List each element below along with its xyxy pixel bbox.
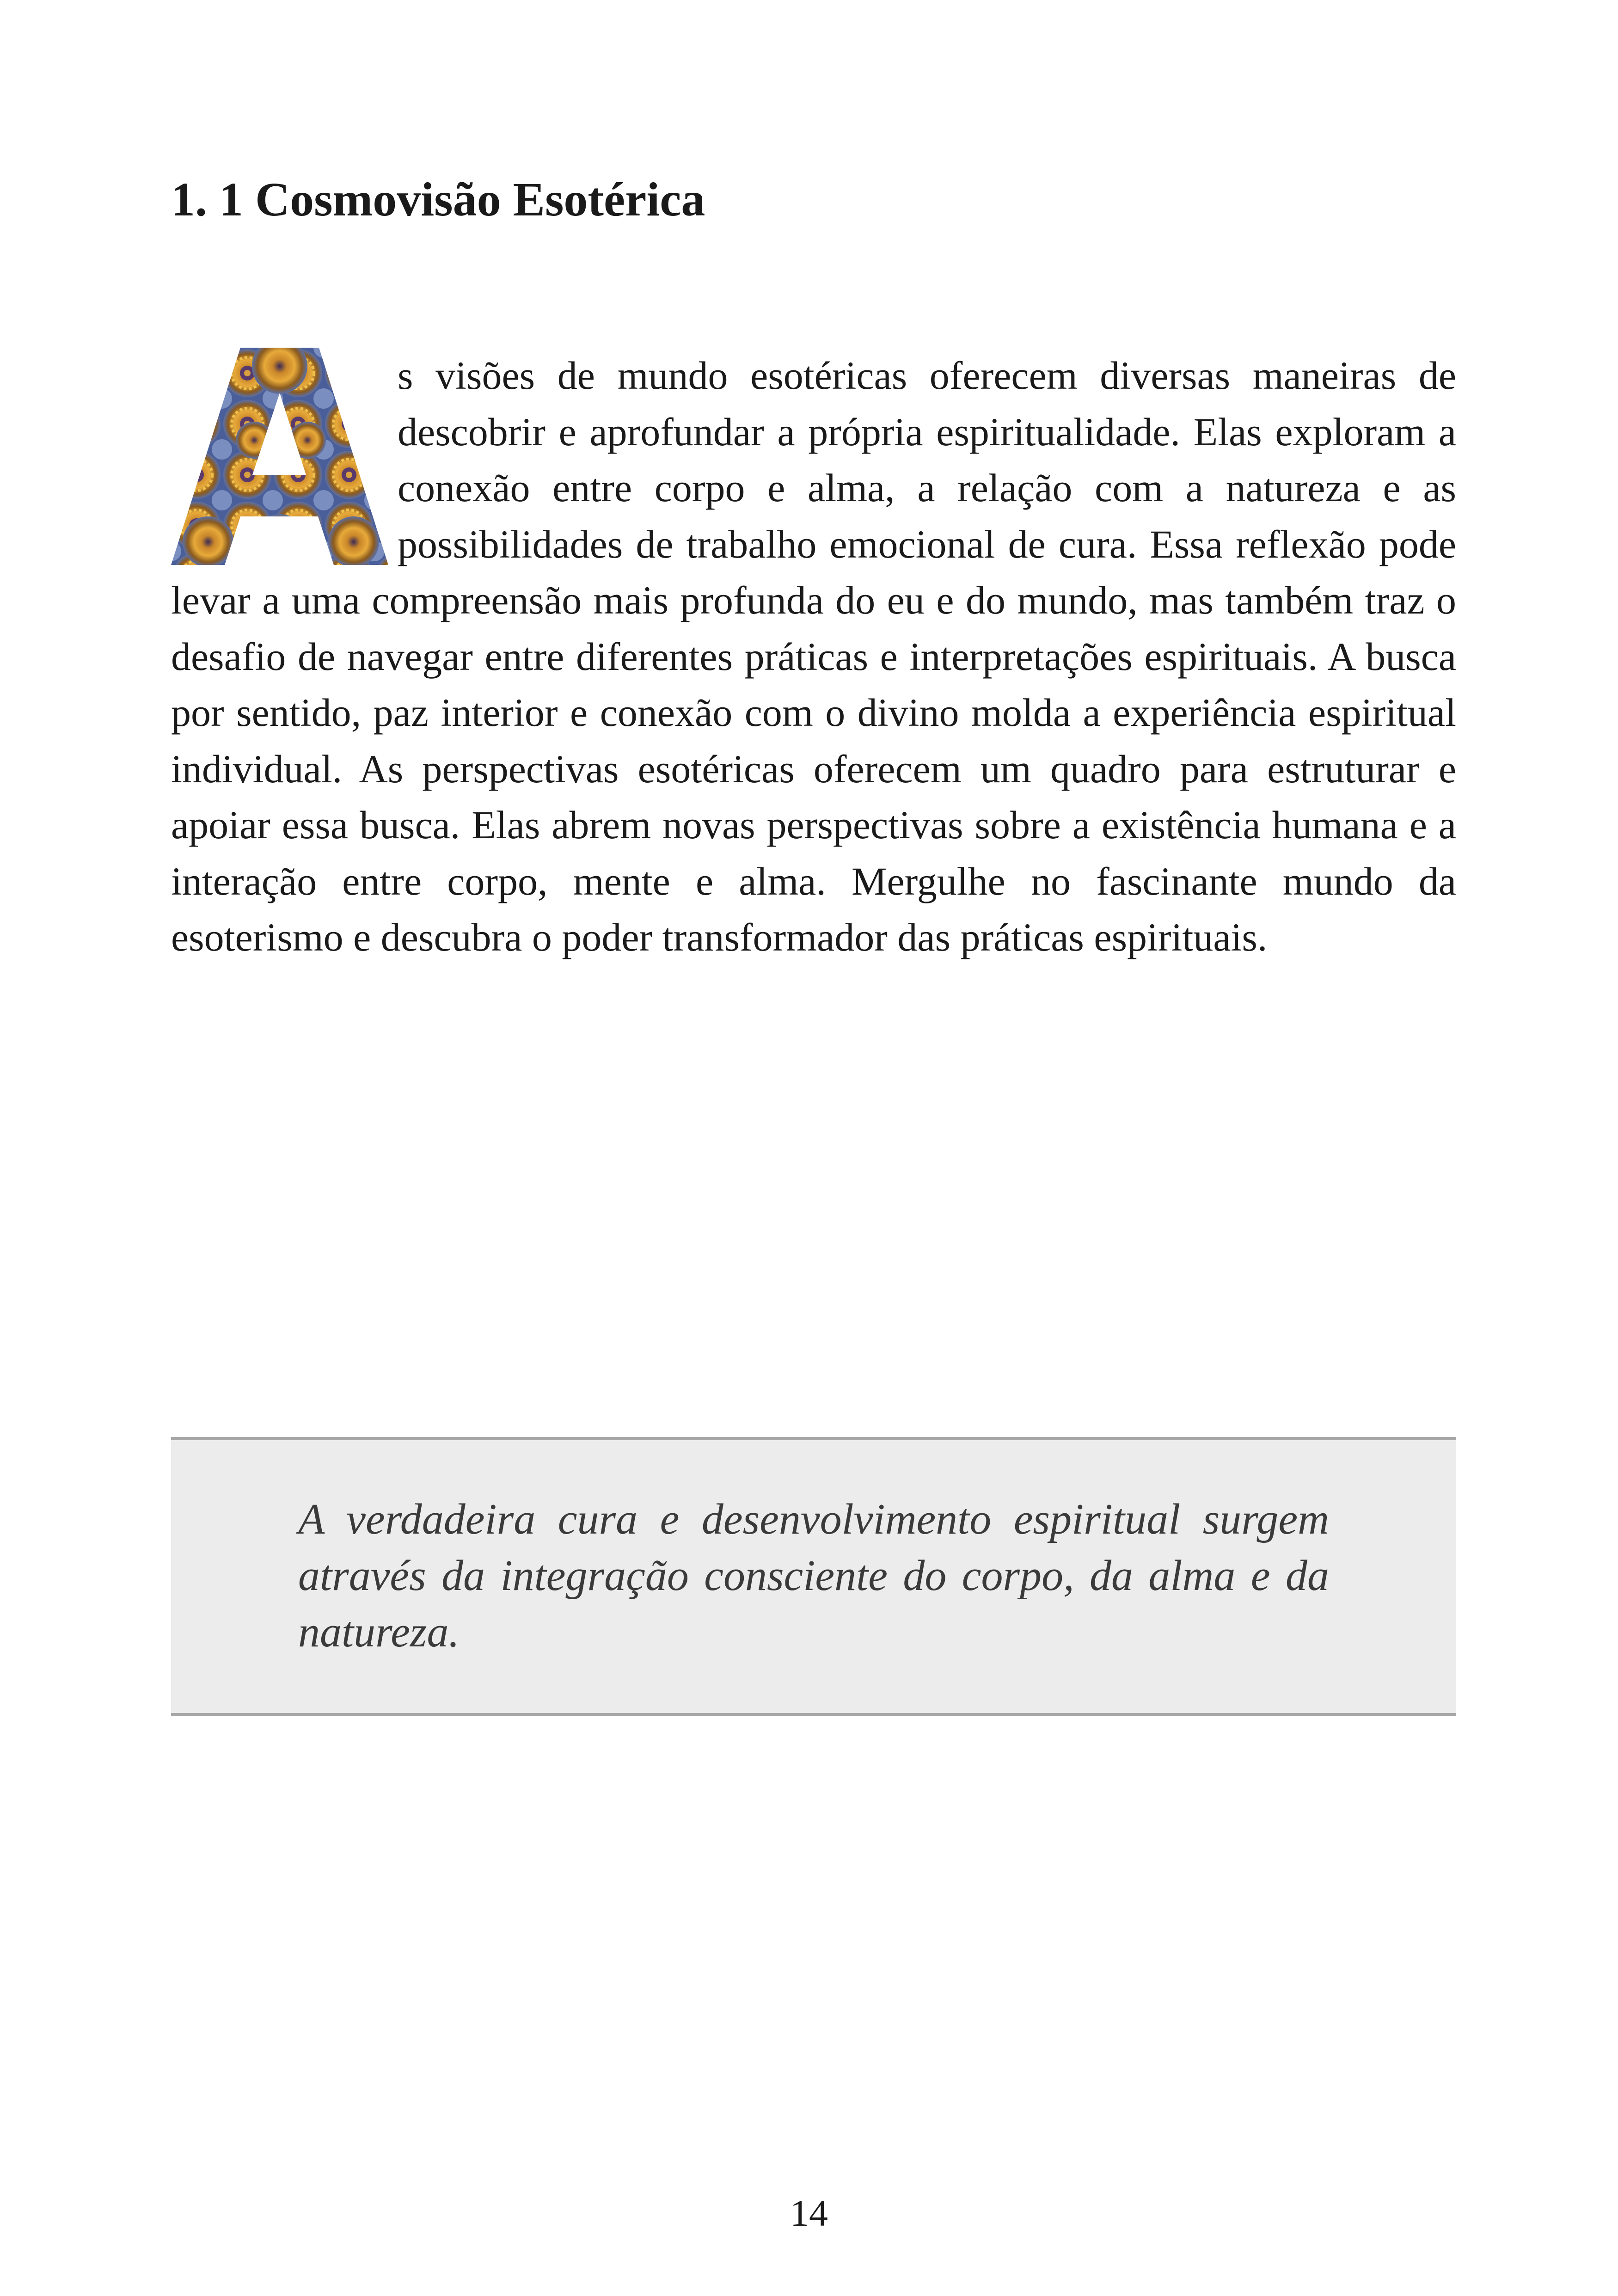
- pull-quote-text: A verdadeira cura e desenvolvimento espiritual surgem através da integração consciente do corpo, da alma e da natureza.: [298, 1495, 1329, 1656]
- page-number: 14: [790, 2192, 828, 2234]
- body-paragraph: [171, 348, 1456, 966]
- pull-quote-box: [171, 1437, 1456, 1716]
- body-text: s visões de mundo esotéricas oferecem diversas maneiras de descobrir e aprofundar a própria espiritualidade. Elas exploram a conexão entre corpo e alma, a relação com a natureza e as possibilidades de trabalho emocional de cura. Essa reflexão pode levar a uma compreensão mais profunda do eu e do mundo, mas também traz o desafio de navegar entre diferentes práticas e interpretações espirituais. A busca por sentido, paz interior e conexão com o divino molda a experiência espiritual individual. As perspectivas esotéricas oferecem um quadro para estruturar e apoiar essa busca. Elas abrem novas perspectivas sobre a existência humana e a interação entre corpo, mente e alma. Mergulhe no fascinante mundo da esoterismo e descubra o poder transformador das práticas espirituais.: [171, 353, 1456, 959]
- section-title: 1. 1 Cosmovisão Esotérica: [171, 173, 705, 226]
- drop-cap-ornament-icon: [171, 348, 388, 565]
- drop-cap: [171, 348, 393, 565]
